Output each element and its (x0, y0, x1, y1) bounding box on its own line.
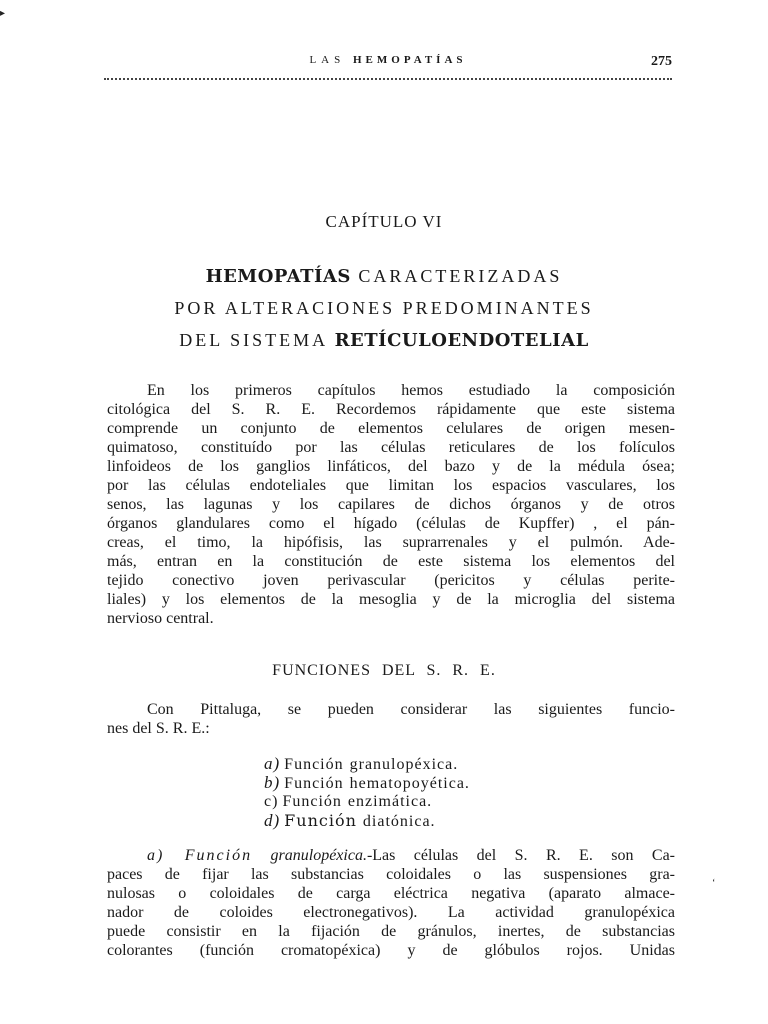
list-item-desc: enzimática. (347, 793, 433, 810)
list-item-word: Función (282, 793, 342, 810)
functions-list (264, 754, 470, 830)
running-title-prefix: LAS (309, 54, 346, 66)
granulopexic-paragraph (107, 846, 675, 960)
list-item (264, 792, 470, 811)
paragraph-line: nador de coloides electronegativos). La actividad granulopéxica (107, 904, 675, 921)
chapter-title-line-3 (0, 330, 768, 351)
paragraph-line: colorantes (función cromatopéxica) y de glóbulos rojos. Unidas (107, 942, 675, 959)
header-rule (104, 78, 672, 80)
paragraph-line: senos, las lagunas y los capilares de dichos órganos y de otros (107, 496, 675, 513)
paragraph-line: tejido conectivo joven perivascular (pericitos y células perite- (107, 572, 675, 589)
section-heading: FUNCIONES DEL S. R. E. (272, 662, 496, 679)
paragraph-line: linfoideos de los ganglios linfáticos, del bazo y de la médula ósea; (107, 458, 675, 475)
paragraph-line: paces de fijar las substancias coloidales o las suspensiones gra- (107, 866, 675, 883)
paragraph-line: nulosas o coloidales de carga eléctrica negativa (aparato almace- (107, 885, 675, 902)
chapter-title-rest: CARACTERIZADAS (350, 266, 563, 286)
intro-paragraph (107, 381, 675, 628)
list-item-letter: a) (264, 754, 281, 773)
paragraph-lead-label: a) Función (147, 847, 253, 864)
scan-mark: ▸ (0, 8, 6, 19)
paragraph-line: más, entran en la constitución de este sistema los elementos del (107, 553, 675, 570)
paragraph-line: por las células endoteliales que limitan los espacios vasculares, los (107, 477, 675, 494)
paragraph-line: creas, el timo, la hipófisis, las suprarrenales y el pulmón. Ade- (107, 534, 675, 551)
paragraph-line: comprende un conjunto de elementos celulares de origen mesen- (107, 420, 675, 437)
list-item-desc: diatónica. (362, 813, 436, 830)
chapter-title-line-1 (0, 266, 768, 287)
list-item (264, 773, 470, 792)
chapter-title-bold-term: RETÍCULOENDOTELIAL (334, 330, 589, 351)
running-title-main: HEMOPATÍAS (352, 54, 467, 66)
list-item (264, 754, 470, 773)
chapter-label: CAPÍTULO VI (325, 212, 443, 231)
list-item-desc: hematopoyética. (349, 775, 470, 792)
paragraph-line: órganos glandulares como el hígado (células de Kupffer) , el pán- (107, 515, 675, 532)
paragraph-line (107, 846, 675, 865)
running-title (104, 54, 672, 66)
list-item-word: Función (284, 811, 357, 830)
paragraph-line: quimatoso, constituído por las células reticulares de los folículos (107, 439, 675, 456)
paragraph-line: citológica del S. R. E. Recordemos rápidamente que este sistema (107, 401, 675, 418)
chapter-title-prefix: DEL SISTEMA (179, 330, 335, 350)
list-item-word: Función (284, 756, 344, 773)
page-number: 275 (651, 54, 672, 69)
page-header (104, 54, 672, 76)
list-item-desc: granulopéxica. (349, 756, 459, 773)
paragraph-line: nes del S. R. E.: (107, 720, 210, 737)
list-item-letter: c) (264, 793, 279, 810)
list-item (264, 811, 470, 830)
paragraph-line: liales) y los elementos de la mesoglia y de la microglia del sistema (107, 591, 675, 608)
list-item-letter: d) (264, 811, 281, 830)
paragraph-lead-rest: -Las células del S. R. E. son Ca- (366, 847, 675, 864)
paragraph-lead-term: granulopéxica. (270, 847, 367, 864)
scan-mark: ‘ (712, 878, 716, 889)
list-item-word: Función (284, 775, 344, 792)
list-item-letter: b) (264, 773, 281, 792)
chapter-title-bold-term: HEMOPATÍAS (205, 266, 351, 287)
chapter-title-line-2: POR ALTERACIONES PREDOMINANTES (174, 298, 594, 318)
paragraph-line: En los primeros capítulos hemos estudiado la composición (147, 382, 675, 399)
paragraph-line: nervioso central. (107, 610, 214, 627)
paragraph-line: Con Pittaluga, se pueden considerar las siguientes funcio- (147, 701, 675, 718)
section-intro-paragraph (107, 700, 675, 738)
paragraph-line: puede consistir en la fijación de gránulos, inertes, de substancias (107, 923, 675, 940)
